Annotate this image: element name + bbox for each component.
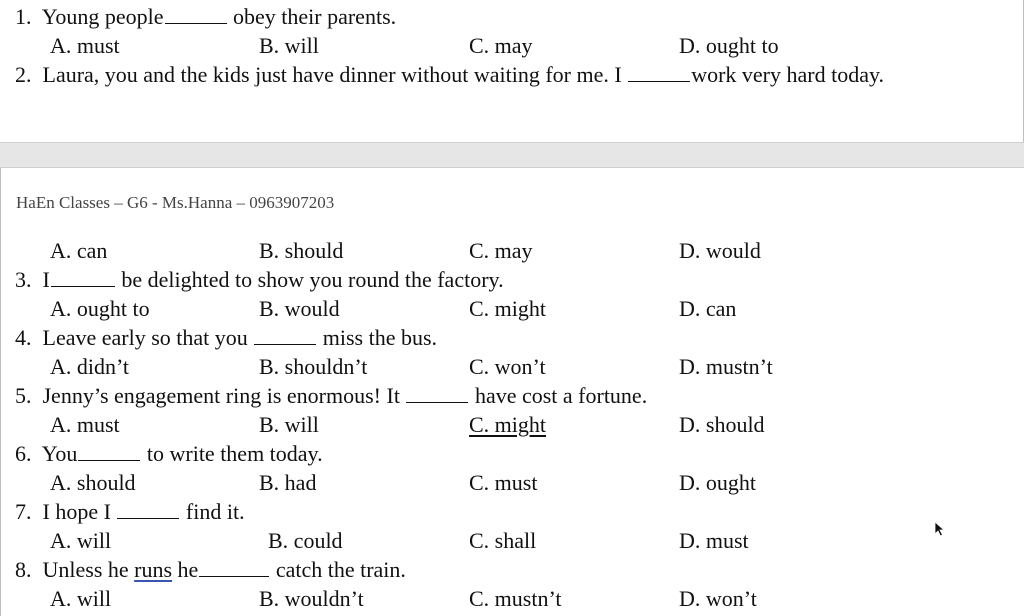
- answer-blank: [406, 384, 468, 403]
- question-number: 7.: [15, 499, 32, 524]
- option-d: D. should: [679, 412, 765, 437]
- option-d: D. ought to: [679, 33, 779, 58]
- question-text: I hope I: [42, 499, 111, 524]
- option-b: B. wouldn’t: [259, 586, 364, 611]
- option-b: B. will: [259, 33, 319, 58]
- question-text: Jenny’s engagement ring is enormous! It: [42, 383, 400, 408]
- question-text: catch the train.: [275, 557, 406, 582]
- option-c: C. might: [469, 296, 547, 321]
- option-d: D. won’t: [679, 586, 757, 611]
- question-text: miss the bus.: [322, 325, 438, 350]
- option-c: C. mustn’t: [469, 586, 562, 611]
- option-b: B. should: [259, 238, 344, 263]
- option-b: B. will: [259, 412, 319, 437]
- question-7: [15, 499, 245, 525]
- question-1: [15, 4, 396, 30]
- option-d: D. can: [679, 296, 737, 321]
- question-text: work very hard today.: [691, 62, 885, 87]
- question-number: 1.: [15, 4, 32, 29]
- question-number: 5.: [15, 383, 32, 408]
- option-d: D. ought: [679, 470, 756, 495]
- question-text: Laura, you and the kids just have dinner without waiting for me. I: [42, 62, 622, 87]
- question-text: obey their parents.: [233, 4, 397, 29]
- question-text: have cost a fortune.: [474, 383, 648, 408]
- page-gap: [0, 142, 1024, 168]
- question-number: 2.: [15, 62, 32, 87]
- question-text: he: [177, 557, 199, 582]
- answer-blank: [254, 326, 316, 345]
- option-c: C. might: [469, 412, 547, 437]
- question-2: [15, 62, 884, 88]
- question-text: Unless he: [42, 557, 129, 582]
- answer-blank: [78, 442, 140, 461]
- answer-blank: [628, 63, 690, 82]
- answer-blank: [199, 558, 269, 577]
- option-a: A. didn’t: [50, 354, 130, 379]
- question-text: I: [42, 267, 50, 292]
- question-3: [15, 267, 504, 293]
- answer-blank: [165, 5, 227, 24]
- option-a: A. should: [50, 470, 136, 495]
- option-a: A. must: [50, 412, 120, 437]
- question-number: 8.: [15, 557, 32, 582]
- question-number: 6.: [15, 441, 32, 466]
- mouse-cursor-icon: [934, 521, 946, 537]
- option-c: C. must: [469, 470, 538, 495]
- option-c: C. may: [469, 33, 533, 58]
- option-a: A. ought to: [50, 296, 150, 321]
- question-5: [15, 383, 647, 409]
- option-b: B. would: [259, 296, 340, 321]
- option-c: C. shall: [469, 528, 537, 553]
- answer-blank: [51, 268, 115, 287]
- option-c: C. may: [469, 238, 533, 263]
- underlined-word: runs: [134, 557, 173, 582]
- question-text: to write them today.: [146, 441, 323, 466]
- option-c: C. won’t: [469, 354, 546, 379]
- option-a: A. will: [50, 528, 112, 553]
- option-d: D. would: [679, 238, 761, 263]
- question-4: [15, 325, 437, 351]
- answer-blank: [117, 500, 179, 519]
- option-a: A. must: [50, 33, 120, 58]
- question-text: find it.: [185, 499, 245, 524]
- question-number: 3.: [15, 267, 32, 292]
- question-text: Leave early so that you: [42, 325, 248, 350]
- option-d: D. must: [679, 528, 749, 553]
- question-text: be delighted to show you round the factory.: [121, 267, 504, 292]
- option-d: D. mustn’t: [679, 354, 773, 379]
- question-text: Young people: [41, 4, 164, 29]
- option-b: B. had: [259, 470, 317, 495]
- option-a: A. can: [50, 238, 108, 263]
- option-b: B. could: [268, 528, 343, 553]
- question-8: [15, 557, 406, 583]
- question-text: You: [41, 441, 78, 466]
- document-header: HaEn Classes – G6 - Ms.Hanna – 0963907203: [16, 193, 335, 212]
- question-number: 4.: [15, 325, 32, 350]
- option-b: B. shouldn’t: [259, 354, 368, 379]
- question-6: [15, 441, 323, 467]
- option-a: A. will: [50, 586, 112, 611]
